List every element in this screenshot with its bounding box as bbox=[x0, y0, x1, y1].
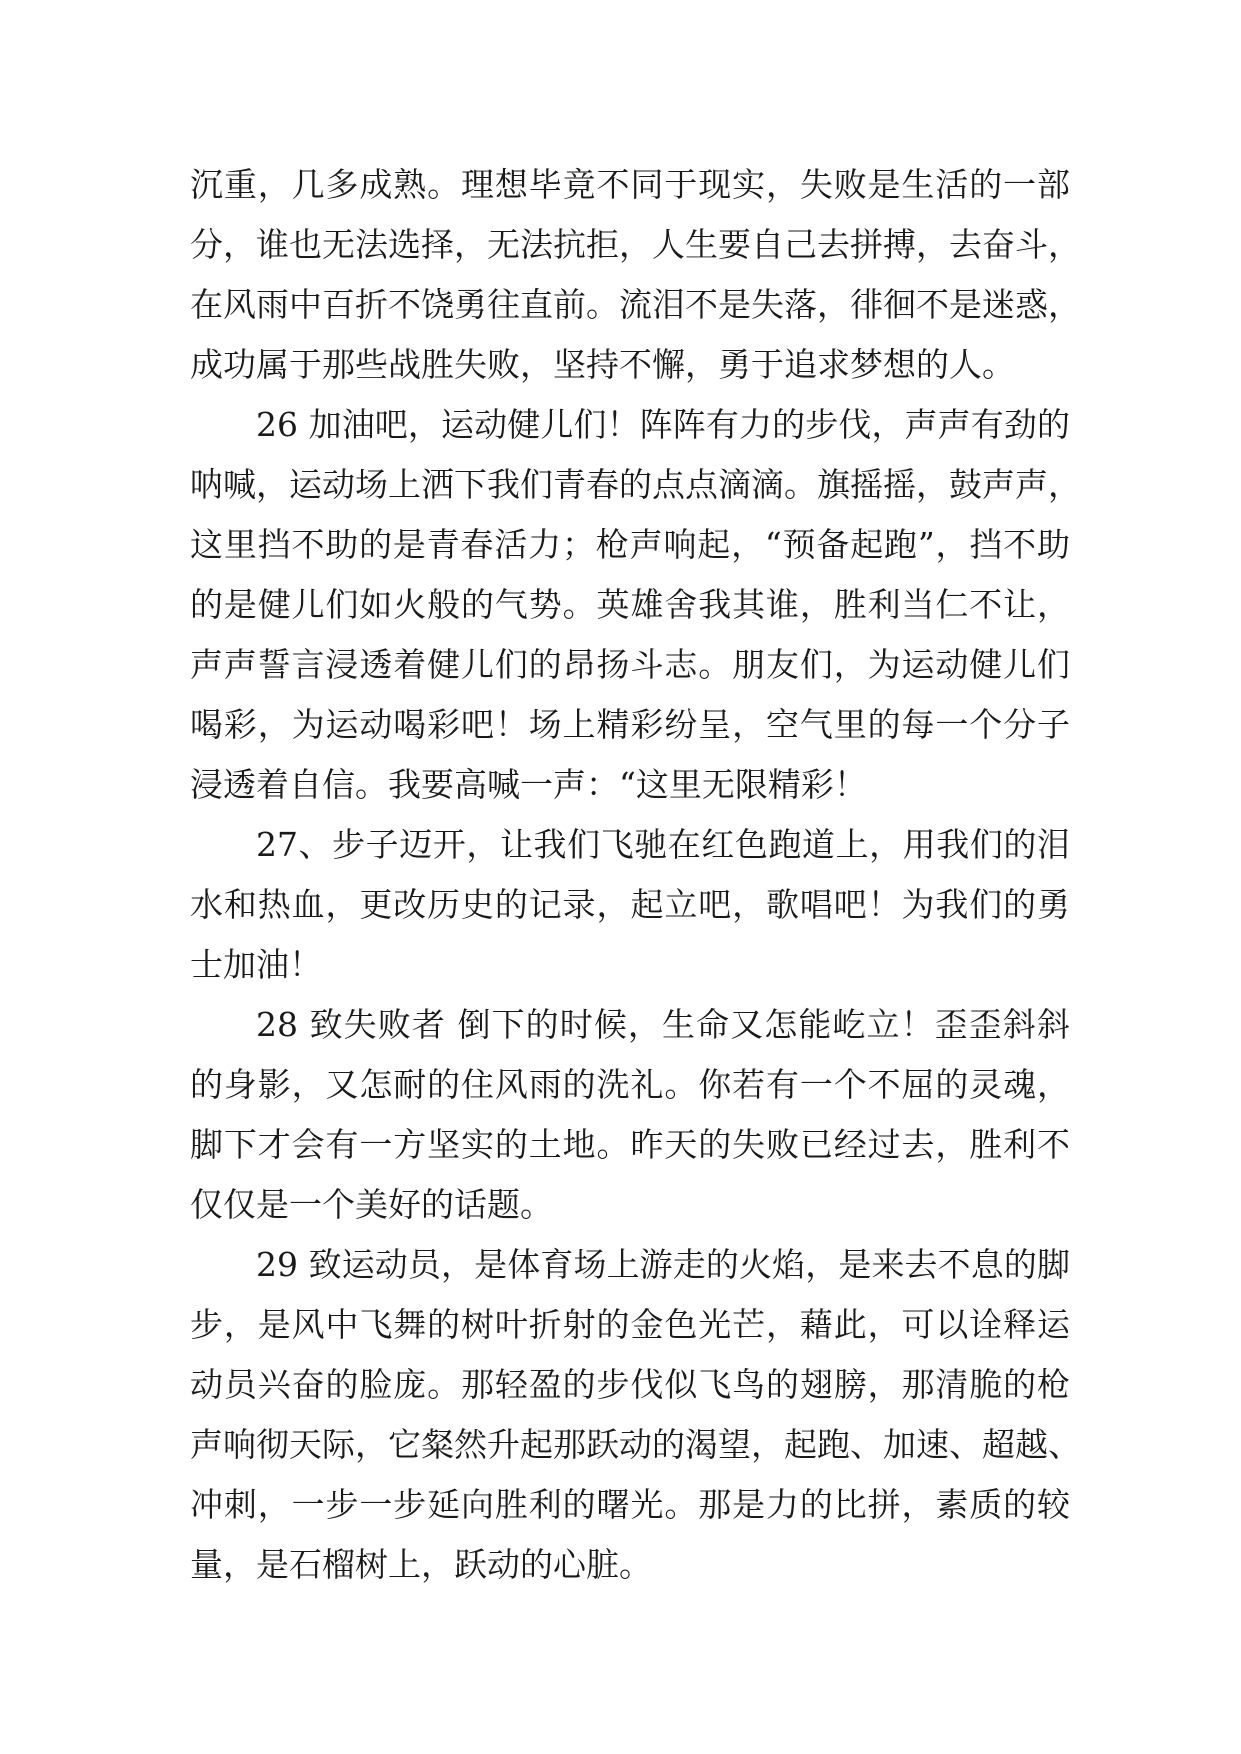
paragraph-27 bbox=[190, 815, 1070, 995]
text-line: 浸透着自信。我要高喊一声：“这里无限精彩！ bbox=[190, 765, 867, 804]
text-line: 的是健儿们如火般的气势。英雄舍我其谁，胜利当仁不让， bbox=[190, 585, 1070, 624]
text-line: 28 致失败者 倒下的时候，生命又怎能屹立！歪歪斜斜 bbox=[256, 1005, 1070, 1044]
text-line: 冲刺，一步一步延向胜利的曙光。那是力的比拼，素质的较 bbox=[190, 1485, 1070, 1524]
text-line: 的身影，又怎耐的住风雨的洗礼。你若有一个不屈的灵魂， bbox=[190, 1065, 1070, 1104]
text-line: 27、步子迈开，让我们飞驰在红色跑道上，用我们的泪 bbox=[256, 825, 1070, 864]
text-line: 喝彩，为运动喝彩吧！场上精彩纷呈，空气里的每一个分子 bbox=[190, 705, 1070, 744]
text-line: 29 致运动员，是体育场上游走的火焰，是来去不息的脚 bbox=[256, 1245, 1070, 1284]
text-line: 动员兴奋的脸庞。那轻盈的步伐似飞鸟的翅膀，那清脆的枪 bbox=[190, 1365, 1070, 1404]
text-line: 脚下才会有一方坚实的土地。昨天的失败已经过去，胜利不 bbox=[190, 1125, 1070, 1164]
text-line: 士加油！ bbox=[190, 945, 322, 984]
text-line: 成功属于那些战胜失败，坚持不懈，勇于追求梦想的人。 bbox=[190, 345, 1015, 384]
paragraph-26 bbox=[190, 395, 1081, 815]
text-line: 在风雨中百折不饶勇往直前。流泪不是失落，徘徊不是迷惑， bbox=[190, 285, 1081, 324]
text-line: 沉重，几多成熟。理想毕竟不同于现实，失败是生活的一部 bbox=[190, 165, 1070, 204]
text-line: 步，是风中飞舞的树叶折射的金色光芒，藉此，可以诠释运 bbox=[190, 1305, 1070, 1344]
document-body bbox=[190, 155, 1081, 1595]
text-line: 水和热血，更改历史的记录，起立吧，歌唱吧！为我们的勇 bbox=[190, 885, 1070, 924]
text-line: 声响彻天际，它粲然升起那跃动的渴望，起跑、加速、超越、 bbox=[190, 1425, 1081, 1464]
text-line: 量，是石榴树上，跃动的心脏。 bbox=[190, 1545, 652, 1584]
paragraph-continuation bbox=[190, 155, 1081, 395]
text-line: 呐喊，运动场上洒下我们青春的点点滴滴。旗摇摇，鼓声声， bbox=[190, 465, 1081, 504]
text-line: 这里挡不助的是青春活力；枪声响起，“预备起跑”，挡不助 bbox=[190, 525, 1070, 564]
text-line: 分，谁也无法选择，无法抗拒，人生要自己去拼搏，去奋斗， bbox=[190, 225, 1081, 264]
paragraph-28 bbox=[190, 995, 1070, 1235]
text-line: 仅仅是一个美好的话题。 bbox=[190, 1185, 553, 1224]
text-line: 26 加油吧，运动健儿们！阵阵有力的步伐，声声有劲的 bbox=[256, 405, 1070, 444]
paragraph-29 bbox=[190, 1235, 1081, 1595]
text-line: 声声誓言浸透着健儿们的昂扬斗志。朋友们，为运动健儿们 bbox=[190, 645, 1070, 684]
